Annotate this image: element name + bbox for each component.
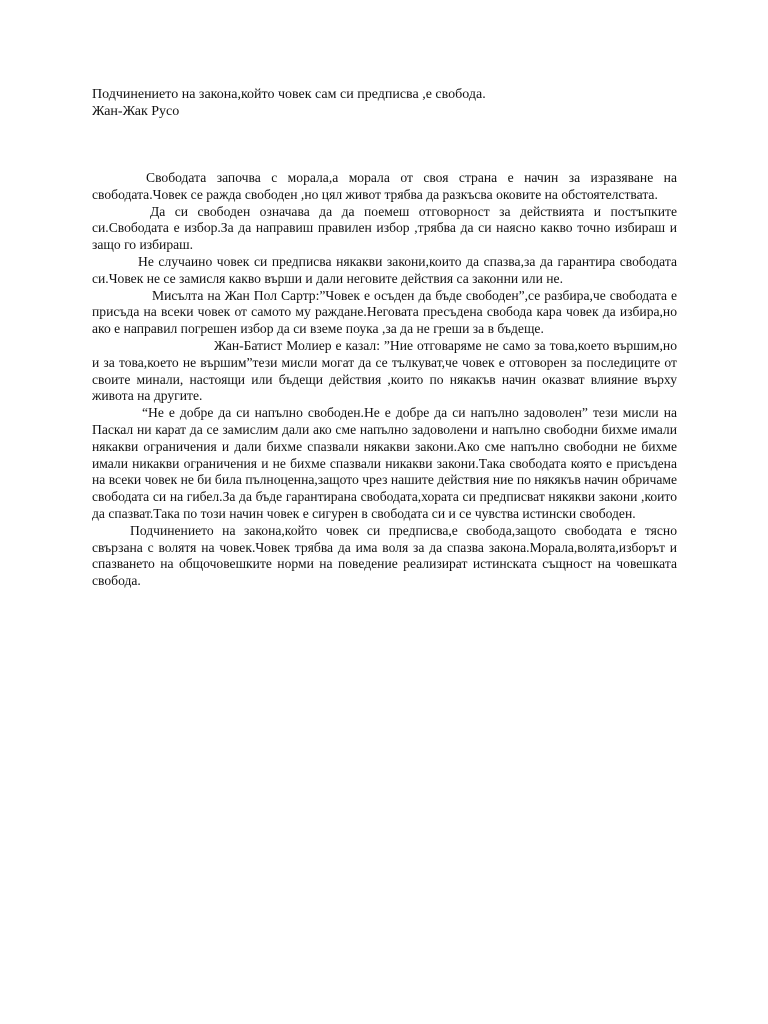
paragraph-1: Свободата започва с морала,а морала от своя страна е начин за изразяване на свободата.Човек се ражда свободен ,но цял живот трябва да разкъсва оковите на обстоятелствата. xyxy=(92,170,677,202)
paragraph-3: Не случаино човек си предписва някакви закони,които да спазва,за да гарантира свободата си.Човек не се замисля какво върши и дали неговите действия са законни или не. xyxy=(92,253,677,286)
essay-body xyxy=(92,170,677,590)
epigraph-author: Жан-Жак Русо xyxy=(92,104,180,119)
epigraph xyxy=(92,86,692,120)
paragraph-4: Мисълта на Жан Пол Сартр:”Човек е осъден да бъде свободен”,се разбира,че свободата е присъда на всеки човек от самото му раждане.Неговата пресъдена свобода кара човек да избира,но ако е направил погрешен избор да си вземе поука ,за да не греши за в бъдеще. xyxy=(92,287,677,337)
paragraph-6: “Не е добре да си напълно свободен.Не е добре да си напълно задоволен” тези мисли на Паскал ни карат да се замислим дали ако сме напълно задоволени и напълно свободни бихме имали някакви ограничения и дали бихме спазвали някакви закони.Ако сме напълно свободни не бихме имали никакви ограничения и не бихме спазвали никакви закони.Така свободата която е присъдена на всеки човек не би била пълноценна,защото чрез нашите действия ние по някякъв начин обричаме свободата си на гибел.За да бъде гарантирана свободата,хората си предписват някякви закони ,които да спазват.Така по този начин човек е сигурен в свободата си и се чувства истински свободен. xyxy=(92,405,677,521)
epigraph-quote: Подчинението на закона,който човек сам си предписва ,е свобода. xyxy=(92,87,486,102)
paragraph-2: Да си свободен означава да да поемеш отговорност за действията и постъпките си.Свободата е избор.За да направиш правилен избор ,трябва да си наясно какво точно избираш и защо го избираш. xyxy=(92,203,677,253)
paragraph-5: Жан-Батист Молиер е казал: ”Ние отговаряме не само за това,което вършим,но и за това,което не вършим”тези мисли могат да се тълкуват,че човек е отговорен за последиците от своите минали, настоящи или бъдещи действия ,които по някакъв начин оказват влияние върху живота на другите. xyxy=(92,337,677,404)
paragraph-7: Подчинението на закона,който човек си предписва,е свобода,защото свободата е тясно свързана с волятя на човек.Човек трябва да има воля за да спазва закона.Морала,волята,изборът и спазването на общочовешките норми на поведение реализират истинската същност на човешката свобода. xyxy=(92,522,677,589)
